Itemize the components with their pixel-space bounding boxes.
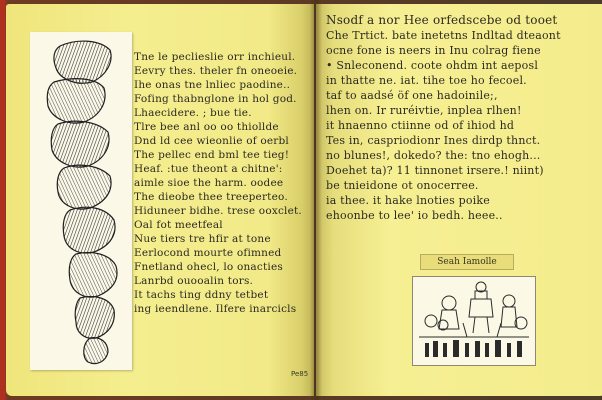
text-line: The pellec end bml tee tieg! xyxy=(134,149,290,161)
text-line: Fofing thabnglone in hol god. xyxy=(134,93,297,105)
text-line: ing ieendlene. Ilfere inarcicls xyxy=(134,303,297,315)
text-line: Fnetland ohecl, lo onacties xyxy=(134,261,283,273)
text-line: ehoonbe to lee' io bedh. heee.. xyxy=(326,209,503,222)
text-line: lhen on. Ir ruréivtie, inplea rlhen! xyxy=(326,104,522,117)
text-line: Oal fot meetfeal xyxy=(134,219,223,231)
right-page-text xyxy=(326,12,596,223)
text-line: Eevry thes. theler fn oneoeie. xyxy=(134,65,298,77)
text-line: Tlre bee anl oo oo thiollde xyxy=(134,121,279,133)
text-line: Hiduneer bidhe. trese ooxclet. xyxy=(134,205,302,217)
text-line: Nsodf a nor Hee orfedscebe od tooet xyxy=(326,13,558,27)
text-line: taf to aadsé öf one hadoinile;, xyxy=(326,89,498,102)
text-line: aimle sioe the harm. oodee xyxy=(134,177,284,189)
text-line: ia thee. it hake lnoties poike xyxy=(326,194,491,207)
page-number: Pe85 xyxy=(291,370,309,378)
illustration-caption: Seah Iamolle xyxy=(420,254,514,270)
sculpture-illustration-plate xyxy=(30,32,132,370)
text-line: The dieobe thee treeperteo. xyxy=(134,191,288,203)
text-line: Lhaecidere. ; bue tie. xyxy=(134,107,252,119)
left-page-text xyxy=(134,50,314,316)
text-line: no blunes!, dokedo? the: tno ehogh... xyxy=(326,149,541,162)
text-line: • Snleconend. coote ohdm int aeposl xyxy=(326,59,539,72)
left-page xyxy=(6,4,314,396)
text-line: in thatte ne. iat. tihe toe ho fecoel. xyxy=(326,74,527,87)
text-line: Dnd ld cee wieonlie of oerbl xyxy=(134,135,289,147)
text-line: it hnaenno ctiinne od of ihiod hd xyxy=(326,119,515,132)
text-line: Ihe onas tne lnliec paodine.. xyxy=(134,79,291,91)
text-line: ocne fone is neers in Inu colrag fiene xyxy=(326,44,541,57)
text-line: Tes in, caspriodionr Ines dirdp thnct. xyxy=(326,134,541,147)
text-line: Che Trtict. bate inetetns Indltad dteaont xyxy=(326,29,561,42)
toy-figures-illustration xyxy=(412,276,536,366)
sculpture-illustration xyxy=(30,32,132,370)
text-line: Nue tiers tre hfir at tone xyxy=(134,233,271,245)
toy-figures-drawing xyxy=(413,277,535,365)
red-cover-edge xyxy=(0,0,5,400)
text-line: Lanrbd ouooalin tors. xyxy=(134,275,254,287)
text-line: It tachs ting ddny tetbet xyxy=(134,289,269,301)
book-gutter xyxy=(310,0,322,400)
text-line: Tne le peclieslie orr inchieul. xyxy=(134,51,296,63)
text-line: Doehet ta)? 11 tinnonet irsere.! niint) xyxy=(326,164,544,177)
right-page xyxy=(316,4,602,396)
text-line: Heaf. :tue theont a chitne': xyxy=(134,163,283,175)
text-line: be tnieidone ot onocerree. xyxy=(326,179,479,192)
text-line: Eerlocond mourte ofimned xyxy=(134,247,282,259)
